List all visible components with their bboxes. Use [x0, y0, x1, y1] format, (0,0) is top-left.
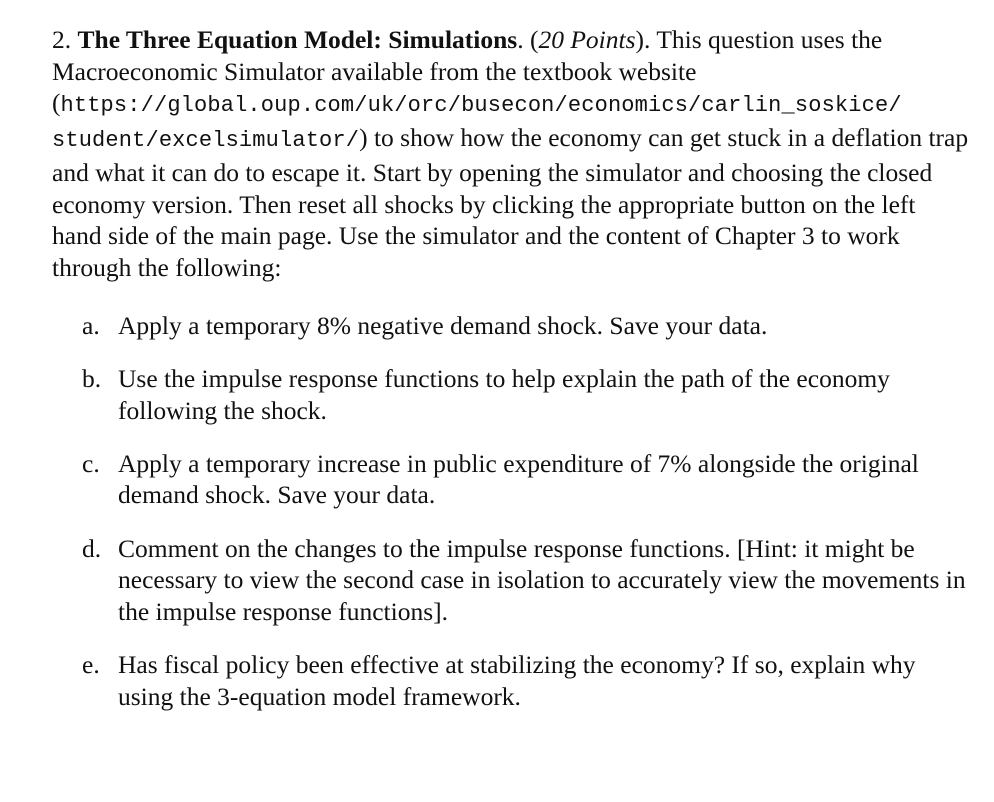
subquestion-text: Has fiscal policy been effective at stabilizing the economy? If so, explain why using the 3-equation model framework. [118, 650, 916, 711]
intro-text-after-url: ) to show how the economy can get stuck in a deflation trap and what it can do to escape it. Start by opening the simulator and choosing the closed economy version. Then reset all shocks by clicking the appropriate button on the left hand side of the main page. Use the simulator and the content of Chapter 3 to work through the following: [52, 123, 969, 282]
subquestion-list [52, 310, 970, 713]
points-open: ( [529, 25, 539, 54]
subquestion-e [52, 649, 970, 712]
question-title: The Three Equation Model: Simulations [77, 25, 518, 54]
question-points: 20 Points [538, 25, 636, 54]
subquestion-text: Apply a temporary increase in public expenditure of 7% alongside the original demand shock. Save your data. [118, 448, 919, 510]
simulator-url-line1[interactable]: https://global.oup.com/uk/orc/busecon/economics/carlin_soskice/ [60, 93, 902, 119]
subquestion-text: Comment on the changes to the impulse response functions. [Hint: it might be necessary to view the second case in isolation to accurately view the movements in the impulse response functions]. [118, 533, 966, 627]
title-period: . [517, 25, 524, 54]
subquestion-b [52, 363, 970, 426]
subquestion-text: Apply a temporary 8% negative demand shock. Save your data. [118, 310, 768, 340]
subquestion-label: b. [82, 363, 102, 393]
subquestion-label: c. [82, 448, 100, 478]
subquestion-label: e. [82, 650, 100, 680]
question-document [52, 24, 970, 734]
question-number: 2. [52, 25, 72, 54]
intro-text-before-url: This question uses the Macroeconomic Simulator available from the textbook website ( [52, 25, 883, 118]
subquestion-label: d. [82, 533, 102, 563]
subquestion-d [52, 533, 970, 628]
subquestion-label: a. [82, 310, 100, 340]
question-intro [52, 24, 970, 284]
subquestion-c [52, 448, 970, 511]
simulator-url-line2[interactable]: student/excelsimulator/ [52, 128, 360, 154]
subquestion-text: Use the impulse response functions to help explain the path of the economy following the shock. [118, 363, 890, 425]
subquestion-a [52, 310, 970, 342]
points-close: ). [635, 25, 651, 54]
